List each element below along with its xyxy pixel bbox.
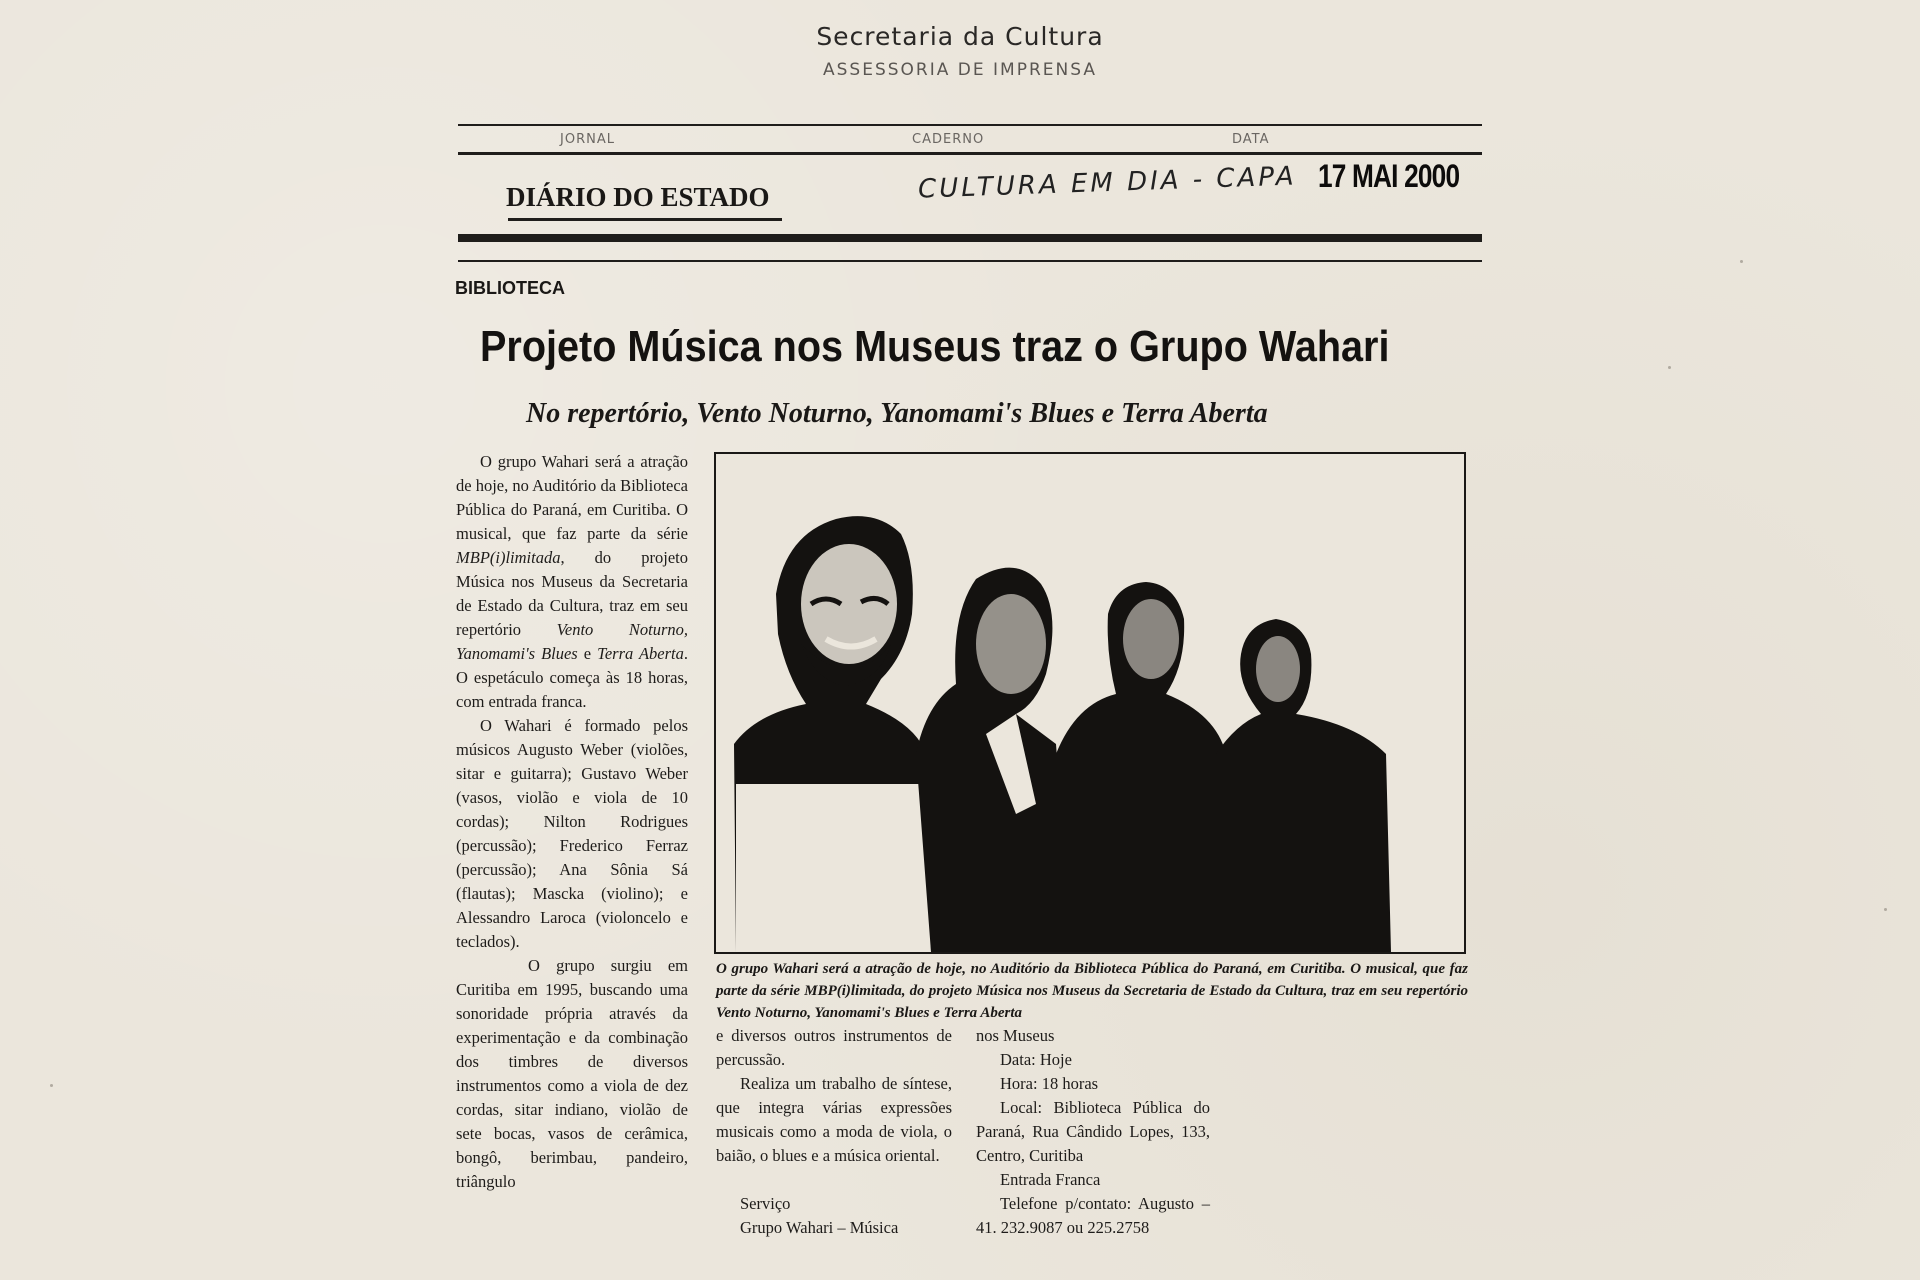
newspaper-underline: [508, 218, 782, 221]
paper-speck: [1884, 908, 1887, 911]
section-label: CADERNO: [912, 132, 985, 147]
person-4-silhouette: [1216, 619, 1391, 952]
paragraph-history: O grupo surgiu em Curitiba em 1995, buscando uma sonoridade própria através da experimentação e da combinação dos timbres de diversos instrumentos como a viola de dez cordas, sitar indiano, violão de sete bocas, vasos de cerâmica, bongô, berimbau, pandeiro, triângulo: [456, 956, 688, 1191]
service-title: Serviço: [740, 1194, 791, 1213]
service-time: Hora: 18 horas: [1000, 1074, 1099, 1093]
newspaper-name: DIÁRIO DO ESTADO: [506, 182, 770, 212]
band-photo-image: [716, 454, 1464, 952]
song-titles: Vento Noturno, Yanomami's Blues: [456, 620, 688, 663]
service-entry: Entrada Franca: [1000, 1170, 1101, 1189]
service-phone: Telefone p/contato: Augusto – 41. 232.9087 ou 225.2758: [976, 1194, 1210, 1237]
header-rule-bottom: [458, 260, 1482, 262]
article-column-1: [456, 450, 688, 1194]
paragraph-continued: e diversos outros instrumentos de percussão.: [716, 1026, 952, 1069]
text: , do projeto Música nos Museus da Secretaria de Estado da Cultura, traz em seu repertório: [456, 548, 688, 639]
header-rule-top: [458, 124, 1482, 126]
paper-speck: [1740, 260, 1743, 263]
header-rule-thick: [458, 234, 1482, 242]
date-stamp: 17 MAI 2000: [1318, 158, 1460, 194]
date-label: DATA: [1232, 132, 1270, 147]
person-2-silhouette: [916, 568, 1071, 952]
song-title: Terra Aberta: [597, 644, 684, 663]
photo-caption: O grupo Wahari será a atração de hoje, no Auditório da Biblioteca Pública do Paraná, em Curitiba. O musical, que faz parte da série MBP(i)limitada, do projeto Música nos Museus da Secretaria de Estado da Cultura, traz em seu repertório Vento Noturno, Yanomami's Blues e Terra Aberta: [716, 961, 1468, 1021]
paragraph-synthesis: Realiza um trabalho de síntese, que integra várias expressões musicais como a moda de viola, o baião, o blues e a música oriental.: [716, 1074, 952, 1165]
service-date: Data: Hoje: [1000, 1050, 1072, 1069]
paragraph-members: O Wahari é formado pelos músicos Augusto Weber (violões, sitar e guitarra); Gustavo Weber (vasos, violão e viola de 10 cordas); Nilton Rodrigues (percussão); Frederico Ferraz (percussão); Ana Sônia Sá (flautas); Mascka (violino); e Alessandro Laroca (violoncelo e teclados).: [456, 716, 688, 951]
person-3-silhouette: [1056, 582, 1236, 952]
section-tag: BIBLIOTECA: [455, 278, 565, 298]
series-name: MBP(i)limitada: [456, 548, 561, 567]
service-place: Local: Biblioteca Pública do Paraná, Rua Cândido Lopes, 133, Centro, Curitiba: [976, 1098, 1210, 1165]
article-column-2: [716, 1024, 952, 1240]
text: . O espetáculo começa às 18 horas, com entrada franca.: [456, 644, 689, 711]
header-rule-mid: [458, 152, 1482, 155]
institution-stamp: Secretaria da Cultura: [816, 22, 1104, 51]
band-photo: [714, 452, 1466, 954]
paper-speck: [1668, 366, 1671, 369]
text: e: [577, 644, 598, 663]
text: O grupo Wahari será a atração de hoje, no Auditório da Biblioteca Pública do Paraná, em Curitiba. O musical, que faz parte da série: [456, 452, 688, 543]
subheadline: No repertório, Vento Noturno, Yanomami's Blues e Terra Aberta: [526, 398, 1268, 429]
service-event-continued: nos Museus: [976, 1026, 1055, 1045]
article-column-3: [976, 1024, 1210, 1240]
person-1-silhouette: [734, 516, 931, 952]
department-stamp: ASSESSORIA DE IMPRENSA: [823, 60, 1097, 80]
spacer: [716, 1168, 952, 1192]
service-event: Grupo Wahari – Música: [740, 1218, 899, 1237]
paper-speck: [50, 1084, 53, 1087]
journal-label: JORNAL: [560, 132, 615, 147]
handwritten-section: CULTURA EM DIA - CAPA: [917, 161, 1297, 205]
paragraph-intro: [456, 450, 688, 714]
headline: Projeto Música nos Museus traz o Grupo Wahari: [480, 322, 1390, 371]
